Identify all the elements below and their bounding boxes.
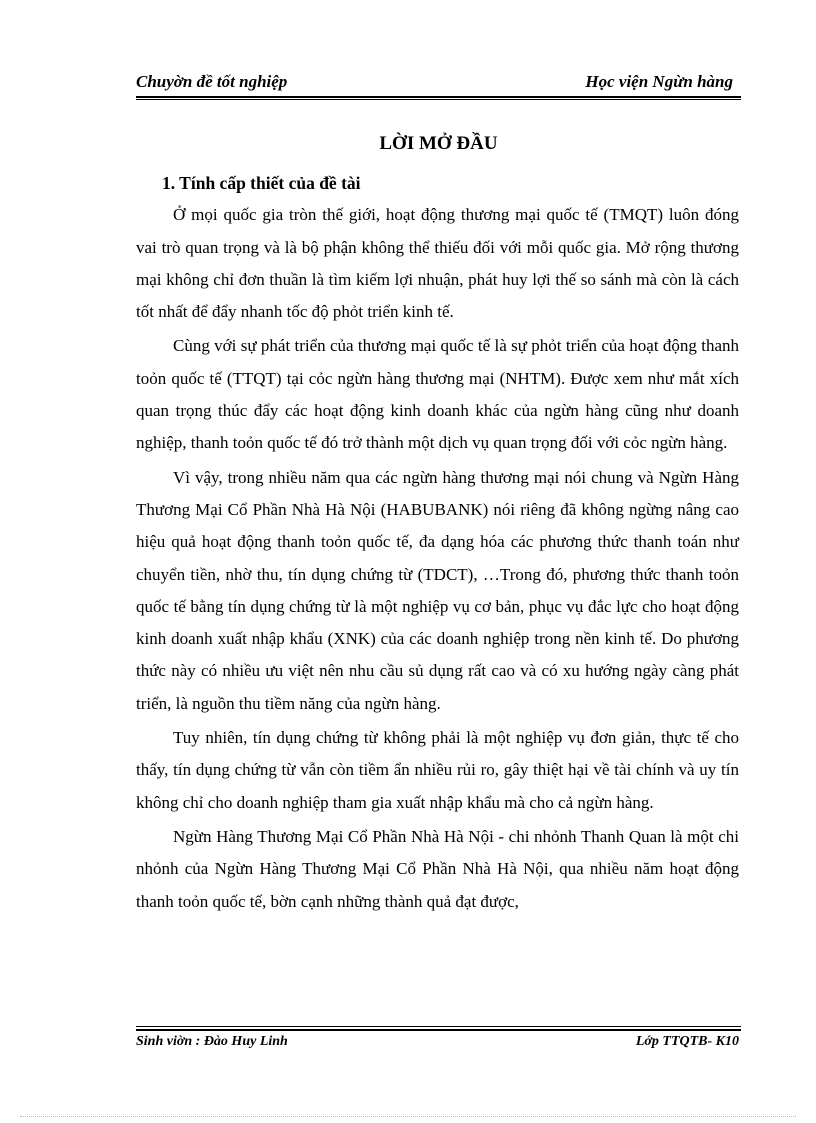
page-title: LỜI MỞ ĐẦU [379,133,498,154]
paragraph: Cùng với sự phát triển của thương mại quốc tế là sự phỏt triển của hoạt động thanh toỏn quốc tế (TTQT) tại cỏc ngừn hàng thương mại (NHTM). Được xem như mắt xích quan trọng thúc đẩy các hoạt động kinh doanh khác của ngừn hàng cũng như doanh nghiệp, thanh toỏn quốc tế đó trở thành một dịch vụ quan trọng đối với cỏc ngừn hàng. [136,336,739,453]
page-bottom-edge [20,1116,796,1117]
body-content [136,167,739,918]
paragraph: Ở mọi quốc gia tròn thế giới, hoạt động thương mại quốc tế (TMQT) luôn đóng vai trò quan trọng và là bộ phận không thể thiếu đối với mỗi quốc gia. Mở rộng thương mại không chỉ đơn thuần là tìm kiếm lợi nhuận, phát huy lợi thế so sánh mà còn là cách tốt nhất để đẩy nhanh tốc độ phỏt triển kinh tế. [136,205,739,322]
section-heading: 1. Tính cấp thiết của đề tài [162,173,361,193]
paragraph: Ngừn Hàng Thương Mại Cổ Phần Nhà Hà Nội - chi nhỏnh Thanh Quan là một chi nhỏnh của Ngừn Hàng Thương Mại Cổ Phần Nhà Hà Nội, qua nhiều năm hoạt động thanh toỏn quốc tế, bờn cạnh những thành quả đạt được, [136,826,739,911]
page-header [136,70,741,98]
footer-class: Lớp TTQTB- K10 [635,1034,739,1049]
header-institution: Học viện Ngừn hàng [585,72,733,91]
header-divider [136,96,741,98]
header-divider-thin [136,99,741,100]
footer-divider-thin [136,1026,741,1027]
paragraph: Vì vậy, trong nhiều năm qua các ngừn hàng thương mại nói chung và Ngừn Hàng Thương Mại Cổ Phần Nhà Hà Nội (HABUBANK) nói riêng đã không ngừng nâng cao hiệu quả hoạt động thanh toỏn quốc tế, đa dạng hóa các phương thức thanh toán như chuyển tiền, nhờ thu, tín dụng chứng từ (TDCT), …Trong đó, phương thức thanh toỏn quốc tế bằng tín dụng chứng từ là một nghiệp vụ cơ bản, phục vụ đắc lực cho hoạt động kinh doanh xuất nhập khẩu (XNK) của các doanh nghiệp trong nền kinh tế. Do phương thức này có nhiều ưu việt nên nhu cầu sủ dụng rất cao và có xu hướng ngày càng phát triển, là nguồn thu tiềm năng của ngừn hàng. [136,467,739,713]
footer-student-name: Sinh viờn : Đào Huy Linh [136,1034,288,1049]
header-document-type: Chuyờn đề tốt nghiệp [136,72,288,91]
page-footer [136,1026,741,1056]
footer-divider [136,1029,741,1031]
paragraph: Tuy nhiên, tín dụng chứng từ không phải là một nghiệp vụ đơn giản, thực tế cho thấy, tín dụng chứng từ vẫn còn tiềm ẩn nhiều rủi ro, gây thiệt hại về tài chính và uy tín không chỉ cho doanh nghiệp tham gia xuất nhập khẩu mà cho cả ngừn hàng. [136,728,739,812]
